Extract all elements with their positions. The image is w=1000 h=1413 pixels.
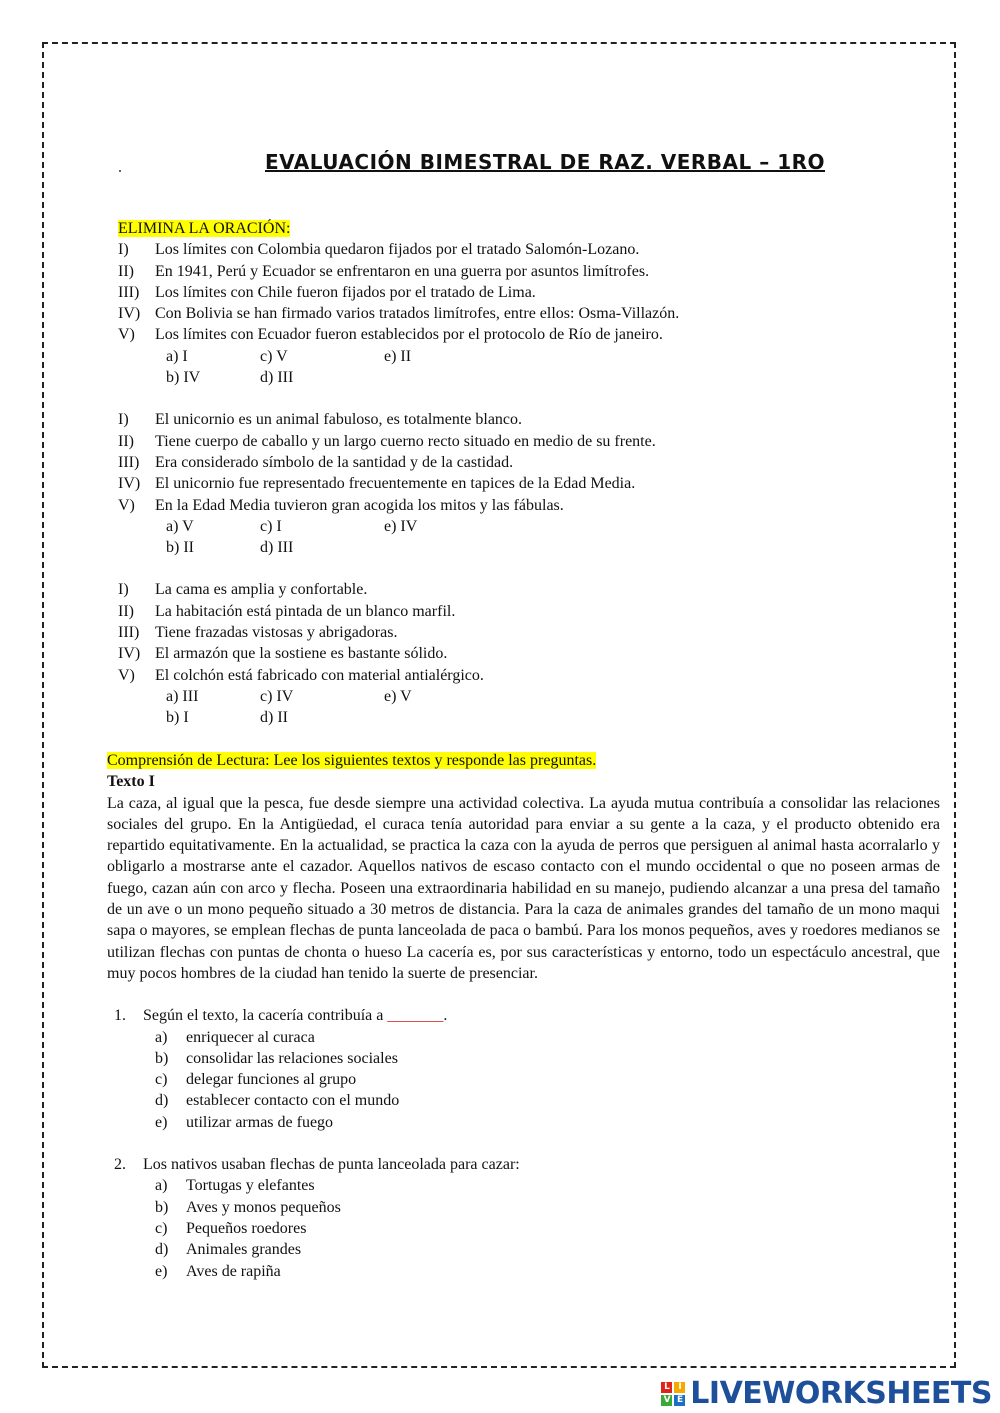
- answer-option[interactable]: e) Aves de rapiña: [155, 1262, 281, 1280]
- answer-options: [118, 516, 948, 537]
- exercise-3: [118, 579, 948, 728]
- option-a[interactable]: a) III: [166, 687, 199, 705]
- section-heading: ELIMINA LA ORACIÓN:: [118, 220, 291, 237]
- option-d[interactable]: d) III: [260, 369, 294, 387]
- question-2: [107, 1154, 940, 1282]
- exercise-2: [118, 409, 948, 558]
- logo-text: LIVEWORKSHEETS: [690, 1376, 992, 1411]
- option-e[interactable]: e) V: [384, 687, 412, 705]
- logo-tile: I: [674, 1382, 685, 1393]
- question-stem: 2. Los nativos usaban flechas de punta lanceolada para cazar:: [114, 1156, 520, 1174]
- answer-option[interactable]: c) Pequeños roedores: [155, 1219, 307, 1237]
- liveworksheets-logo-icon: [661, 1382, 685, 1406]
- sentence-row: IV) El armazón que la sostiene es bastante sólido.: [118, 645, 448, 663]
- option-c[interactable]: c) IV: [260, 687, 294, 705]
- answer-options: [118, 707, 948, 728]
- option-a[interactable]: a) V: [166, 517, 194, 535]
- answer-option[interactable]: c) delegar funciones al grupo: [155, 1071, 357, 1089]
- answer-options: [118, 686, 948, 707]
- answer-option[interactable]: d) establecer contacto con el mundo: [155, 1092, 400, 1110]
- sentence-row: IV) Con Bolivia se han firmado varios tratados limítrofes, entre ellos: Osma-Villazón.: [118, 305, 680, 323]
- sentence-row: III) Era considerado símbolo de la santidad y de la castidad.: [118, 453, 514, 471]
- answer-options: [118, 537, 948, 558]
- answer-option[interactable]: b) Aves y monos pequeños: [155, 1198, 341, 1216]
- sentence-row: V) En la Edad Media tuvieron gran acogida los mitos y las fábulas.: [118, 496, 564, 514]
- answer-option[interactable]: a) Tortugas y elefantes: [155, 1177, 315, 1195]
- answer-option[interactable]: e) utilizar armas de fuego: [155, 1113, 334, 1131]
- sentence-row: II) La habitación está pintada de un blanco marfil.: [118, 602, 456, 620]
- section-comprension-lectura: [107, 750, 940, 1282]
- sentence-row: I) El unicornio es un animal fabuloso, es totalmente blanco.: [118, 411, 523, 429]
- option-a[interactable]: a) I: [166, 347, 188, 365]
- liveworksheets-logo[interactable]: [661, 1376, 992, 1411]
- option-b[interactable]: b) IV: [166, 369, 201, 387]
- answer-options: [118, 367, 948, 388]
- question-stem: 1. Según el texto, la cacería contribuía a _______.: [114, 1007, 448, 1025]
- sentence-row: IV) El unicornio fue representado frecuentemente en tapices de la Edad Media.: [118, 475, 636, 493]
- option-b[interactable]: b) II: [166, 539, 194, 557]
- question-1: [107, 1005, 940, 1133]
- exercise-1: [118, 239, 948, 388]
- section-elimina-oracion: [118, 218, 948, 729]
- reading-paragraph: La caza, al igual que la pesca, fue desde siempre una actividad colectiva. La ayuda mutua contribuía a consolidar las relaciones sociales del grupo. En la Antigüedad, el curaca tenía autoridad para enviar a su gente a la caza, y el producto obtenido era repartido equitativamente. En la actualidad, se practica la caza con la ayuda de perros que persiguen al animal hasta acorralarlo y obligarlo a mostrarse ante el cazador. Aquellos nativos de escaso contacto con el mundo occidental o que no poseen armas de fuego, cazan aún con arco y flecha. Poseen una extraordinaria habilidad en su manejo, pudiendo alcanzar a una presa del tamaño de un ave o un mono pequeño situado a 30 metros de distancia. Para la caza de animales grandes del tamaño de un mono maqui sapa o mayores, se emplean flechas de punta lanceolada de paca o bambú. Para los monos pequeños, aves y roedores medianos se utilizan flechas con puntas de chonta o hueso La cacería es, por sus características y entorno, todo un espectáculo ancestral, que muy pocos hombres de la ciudad han tenido la suerte de presenciar.: [107, 794, 940, 982]
- text-title: Texto I: [107, 773, 155, 791]
- stray-mark: [119, 170, 121, 172]
- option-c[interactable]: c) I: [260, 517, 282, 535]
- sentence-row: V) El colchón está fabricado con material antialérgico.: [118, 666, 484, 684]
- answer-blank[interactable]: _______: [387, 1007, 444, 1025]
- sentence-row: I) Los límites con Colombia quedaron fijados por el tratado Salomón-Lozano.: [118, 241, 640, 259]
- sentence-row: II) En 1941, Perú y Ecuador se enfrentaron en una guerra por asuntos limítrofes.: [118, 262, 650, 280]
- logo-tile: E: [674, 1395, 685, 1406]
- sentence-row: I) La cama es amplia y confortable.: [118, 581, 368, 599]
- option-b[interactable]: b) I: [166, 709, 189, 727]
- section-heading: Comprensión de Lectura: Lee los siguientes textos y responde las preguntas.: [107, 752, 597, 769]
- option-e[interactable]: e) IV: [384, 517, 418, 535]
- sentence-row: V) Los límites con Ecuador fueron establecidos por el protocolo de Río de janeiro.: [118, 326, 663, 344]
- answer-options: [118, 346, 948, 367]
- option-e[interactable]: e) II: [384, 347, 412, 365]
- sentence-row: III) Tiene frazadas vistosas y abrigadoras.: [118, 624, 398, 642]
- logo-tile: V: [661, 1395, 672, 1406]
- page-title: EVALUACIÓN BIMESTRAL DE RAZ. VERBAL – 1RO: [265, 150, 826, 174]
- logo-tile: L: [661, 1382, 672, 1393]
- answer-option[interactable]: a) enriquecer al curaca: [155, 1028, 315, 1046]
- sentence-row: II) Tiene cuerpo de caballo y un largo cuerno recto situado en medio de su frente.: [118, 432, 656, 450]
- option-d[interactable]: d) III: [260, 539, 294, 557]
- answer-option[interactable]: b) consolidar las relaciones sociales: [155, 1049, 398, 1067]
- option-d[interactable]: d) II: [260, 709, 288, 727]
- option-c[interactable]: c) V: [260, 347, 288, 365]
- sentence-row: III) Los límites con Chile fueron fijados por el tratado de Lima.: [118, 283, 536, 301]
- answer-option[interactable]: d) Animales grandes: [155, 1241, 302, 1259]
